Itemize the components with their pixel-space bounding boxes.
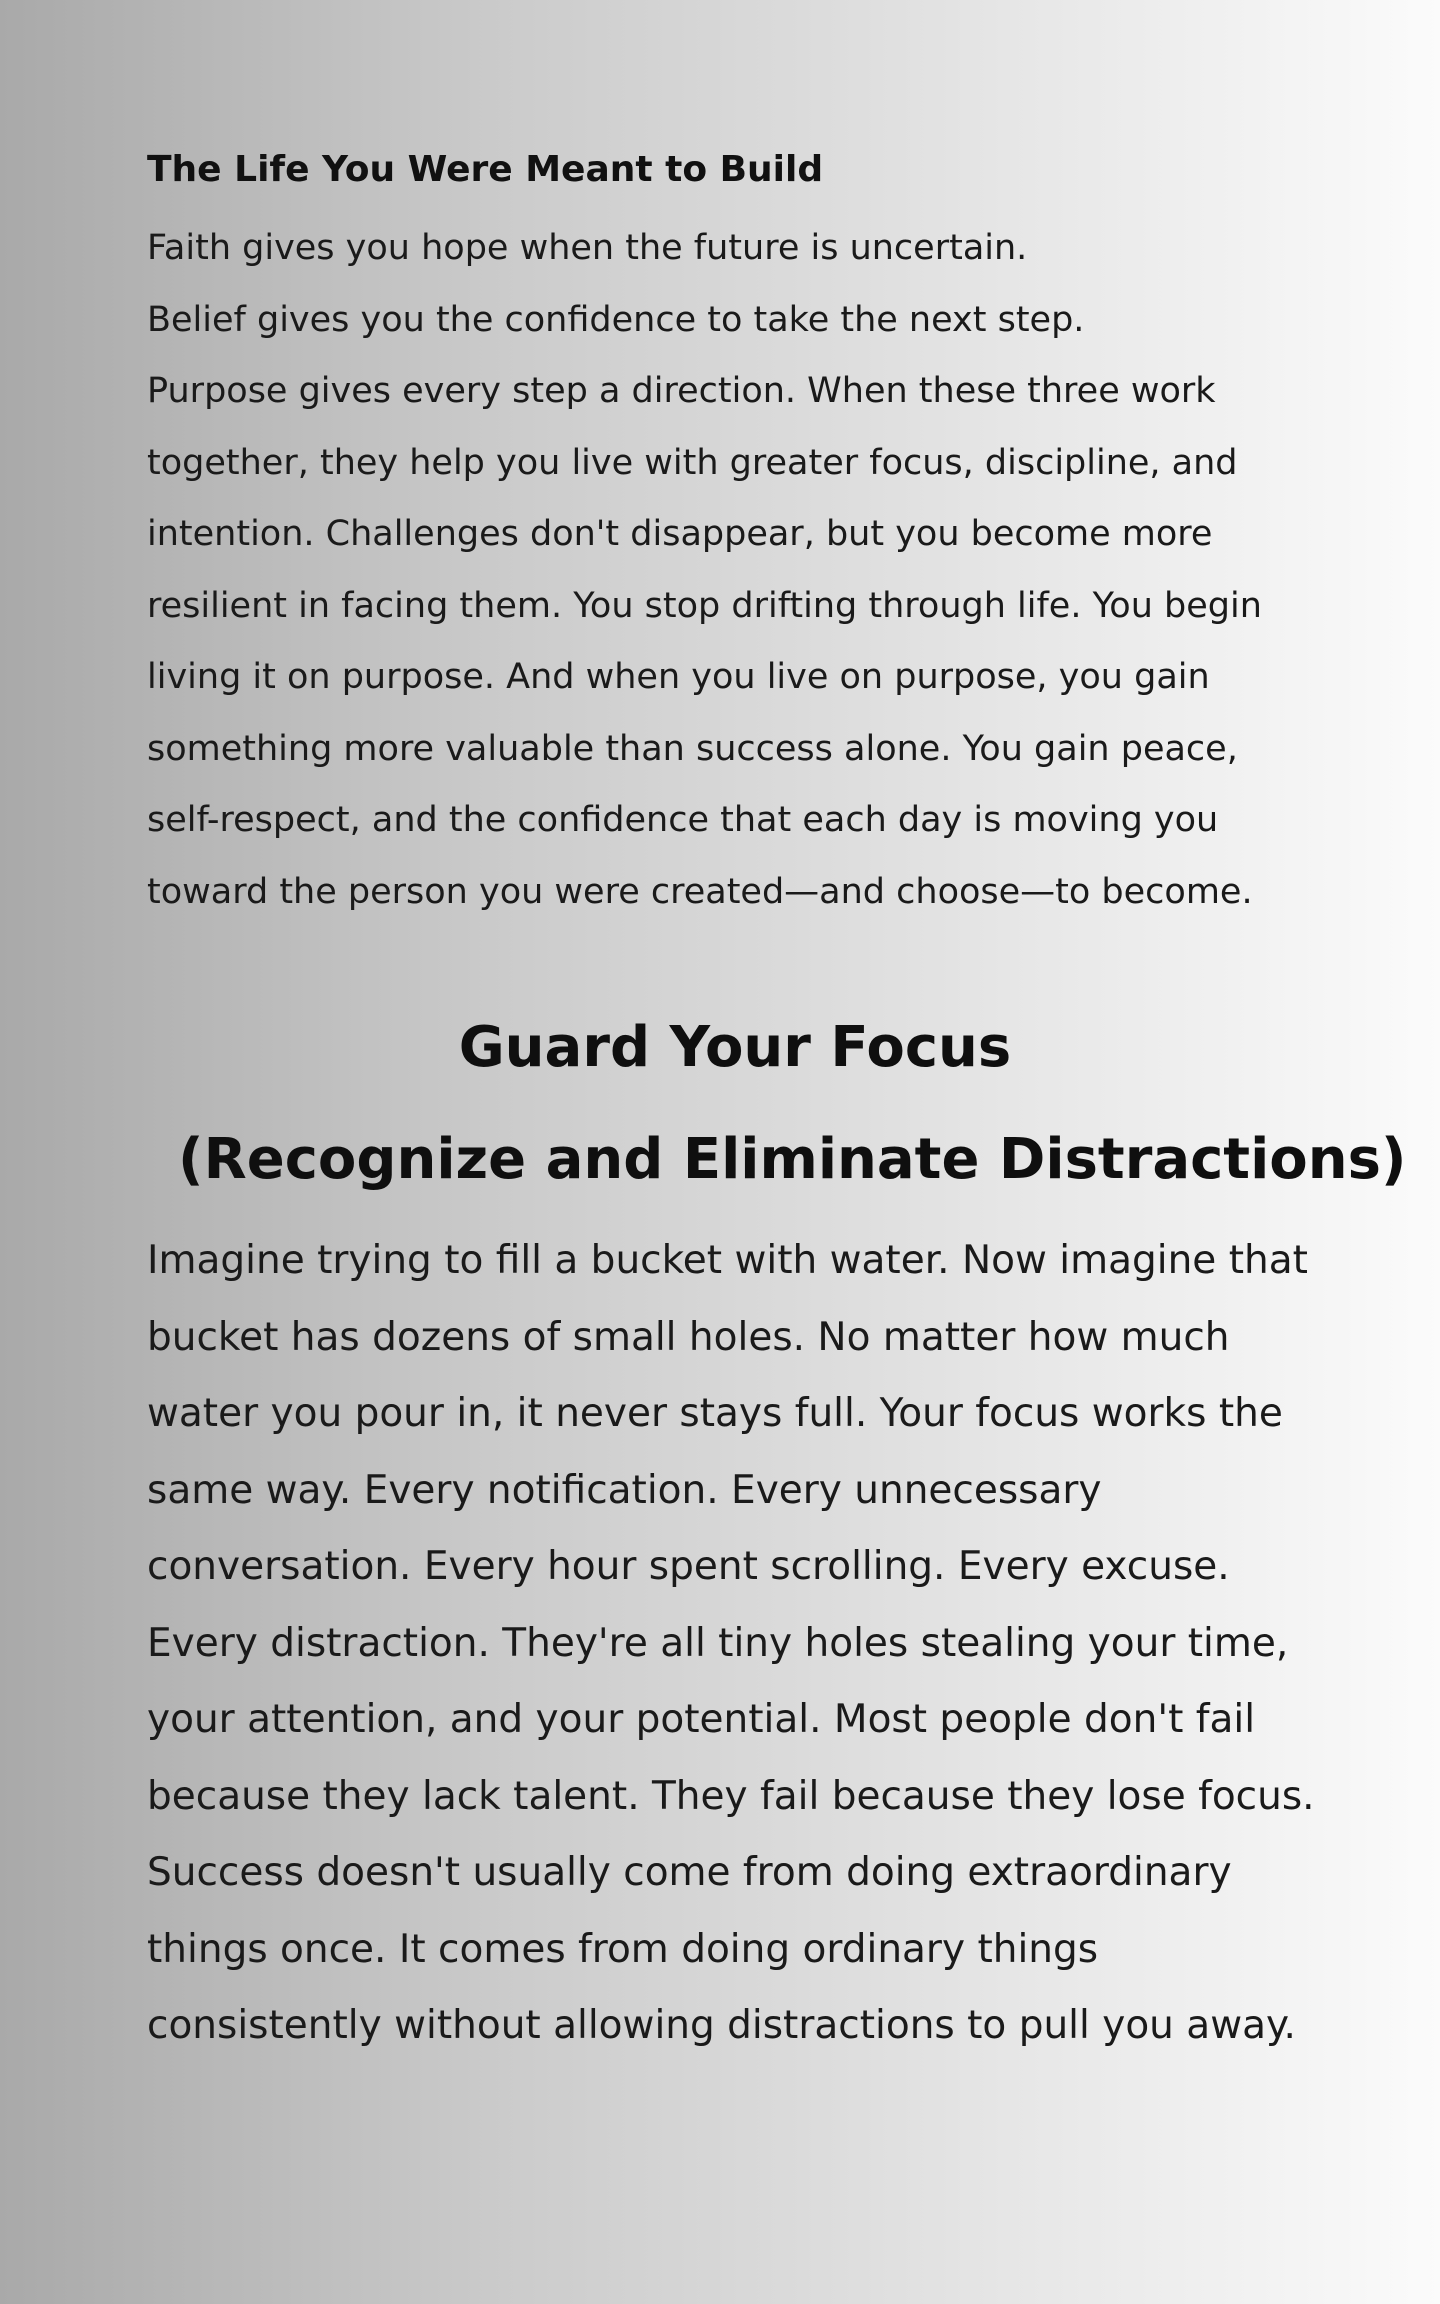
paragraph-line: Imagine trying to fill a bucket with water. Now imagine that: [147, 1238, 1308, 1283]
paragraph-line: consistently without allowing distractions to pull you away.: [147, 2003, 1296, 2048]
paragraph-line: conversation. Every hour spent scrolling. Every excuse.: [147, 1544, 1230, 1589]
paragraph-line: Every distraction. They're all tiny holes stealing your time,: [147, 1620, 1289, 1666]
paragraph-line: same way. Every notification. Every unnecessary: [147, 1467, 1102, 1513]
section-heading: Guard Your Focus: [458, 1015, 1012, 1080]
paragraph-line: Success doesn't usually come from doing extraordinary: [147, 1850, 1232, 1895]
paragraph-faith-belief-purpose: [147, 213, 1347, 928]
paragraph-line: living it on purpose. And when you live on purpose, you gain: [147, 657, 1210, 697]
paragraph-bucket-analogy: [147, 1223, 1397, 2065]
paragraph-line: self-respect, and the confidence that each day is moving you: [147, 800, 1219, 840]
paragraph-line: bucket has dozens of small holes. No matter how much: [147, 1314, 1230, 1360]
paragraph-line: Belief gives you the confidence to take the next step.: [147, 299, 1085, 340]
section-subtitle: The Life You Were Meant to Build: [147, 149, 824, 190]
paragraph-line: things once. It comes from doing ordinary things: [147, 1926, 1099, 1972]
paragraph-line: because they lack talent. They fail because they lose focus.: [147, 1773, 1315, 1819]
paragraph-line: toward the person you were created—and choose—to become.: [147, 871, 1253, 912]
paragraph-line: your attention, and your potential. Most people don't fail: [147, 1697, 1256, 1742]
paragraph-line: water you pour in, it never stays full. Your focus works the: [147, 1391, 1283, 1436]
paragraph-line: Purpose gives every step a direction. When these three work: [147, 371, 1216, 411]
paragraph-line: intention. Challenges don't disappear, but you become more: [147, 514, 1213, 554]
section-subheading: (Recognize and Eliminate Distractions): [178, 1127, 1407, 1192]
paragraph-line: resilient in facing them. You stop drifting through life. You begin: [147, 585, 1262, 626]
paragraph-line: something more valuable than success alone. You gain peace,: [147, 728, 1238, 769]
paragraph-line: Faith gives you hope when the future is uncertain.: [147, 228, 1028, 268]
paragraph-line: together, they help you live with greater focus, discipline, and: [147, 442, 1238, 483]
section-life-you-were-meant-to-build: [147, 142, 1347, 928]
section-guard-your-focus: [147, 1223, 1397, 2065]
